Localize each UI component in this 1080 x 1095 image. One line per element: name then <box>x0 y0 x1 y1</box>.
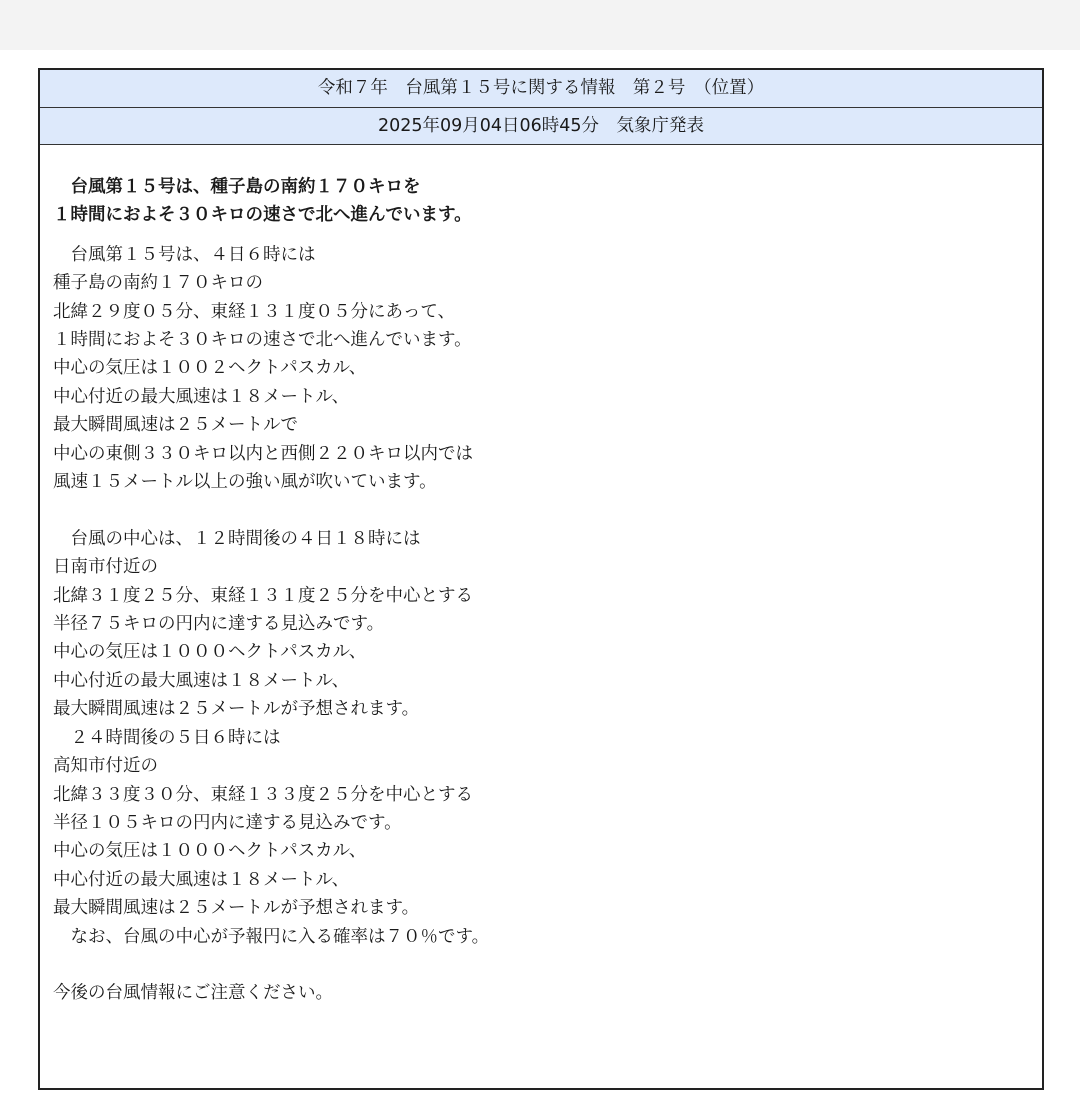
forecast-line: 日南市付近の <box>53 557 158 578</box>
current-line: １時間におよそ３０キロの速さで北へ進んでいます。 <box>53 330 472 351</box>
closing-line: 今後の台風情報にご注意ください。 <box>53 983 333 1004</box>
forecast-line: 中心付近の最大風速は１８メートル、 <box>53 869 350 890</box>
current-line: 北緯２９度０５分、東経１３１度０５分にあって、 <box>53 301 455 322</box>
current-line: 中心付近の最大風速は１８メートル、 <box>53 386 350 407</box>
forecast-line: 中心の気圧は１０００ヘクトパスカル、 <box>53 841 367 862</box>
forecast-line: 最大瞬間風速は２５メートルが予想されます。 <box>53 699 420 720</box>
current-line: 最大瞬間風速は２５メートルで <box>53 415 298 436</box>
forecast-line: 半径７５キロの円内に達する見込みです。 <box>53 614 385 635</box>
forecast-line: 台風の中心は、１２時間後の４日１８時には <box>53 528 421 549</box>
forecast-line: 北緯３１度２５分、東経１３１度２５分を中心とする <box>53 585 473 606</box>
headline-line: １時間におよそ３０キロの速さで北へ進んでいます。 <box>53 205 472 226</box>
forecast-line: 最大瞬間風速は２５メートルが予想されます。 <box>53 898 420 919</box>
current-position-section <box>53 241 1042 497</box>
info-title: 令和７年 台風第１５号に関する情報 第２号 （位置） <box>40 70 1042 108</box>
issued-datetime: 2025年09月04日06時45分 気象庁発表 <box>40 108 1042 145</box>
info-body <box>40 145 1042 1008</box>
forecast-line: ２４時間後の５日６時には <box>53 727 281 748</box>
forecast-line: 半径１０５キロの円内に達する見込みです。 <box>53 812 402 833</box>
forecast-line: なお、台風の中心が予報円に入る確率は７０％です。 <box>53 926 490 947</box>
closing-note <box>53 979 1042 1007</box>
current-line: 中心の気圧は１００２ヘクトパスカル、 <box>53 358 367 379</box>
headline-summary <box>53 173 1042 230</box>
forecast-section <box>53 525 1042 951</box>
forecast-line: 中心の気圧は１０００ヘクトパスカル、 <box>53 642 367 663</box>
current-line: 種子島の南約１７０キロの <box>53 273 263 294</box>
current-line: 台風第１５号は、４日６時には <box>53 244 316 265</box>
typhoon-info-panel <box>38 68 1044 1090</box>
headline-line: 台風第１５号は、種子島の南約１７０キロを <box>53 177 421 197</box>
top-band <box>0 0 1080 50</box>
current-line: 風速１５メートル以上の強い風が吹いています。 <box>53 472 437 493</box>
forecast-line: 中心付近の最大風速は１８メートル、 <box>53 670 350 691</box>
forecast-line: 高知市付近の <box>53 756 158 777</box>
forecast-line: 北緯３３度３０分、東経１３３度２５分を中心とする <box>53 784 473 805</box>
current-line: 中心の東側３３０キロ以内と西側２２０キロ以内では <box>53 443 473 464</box>
